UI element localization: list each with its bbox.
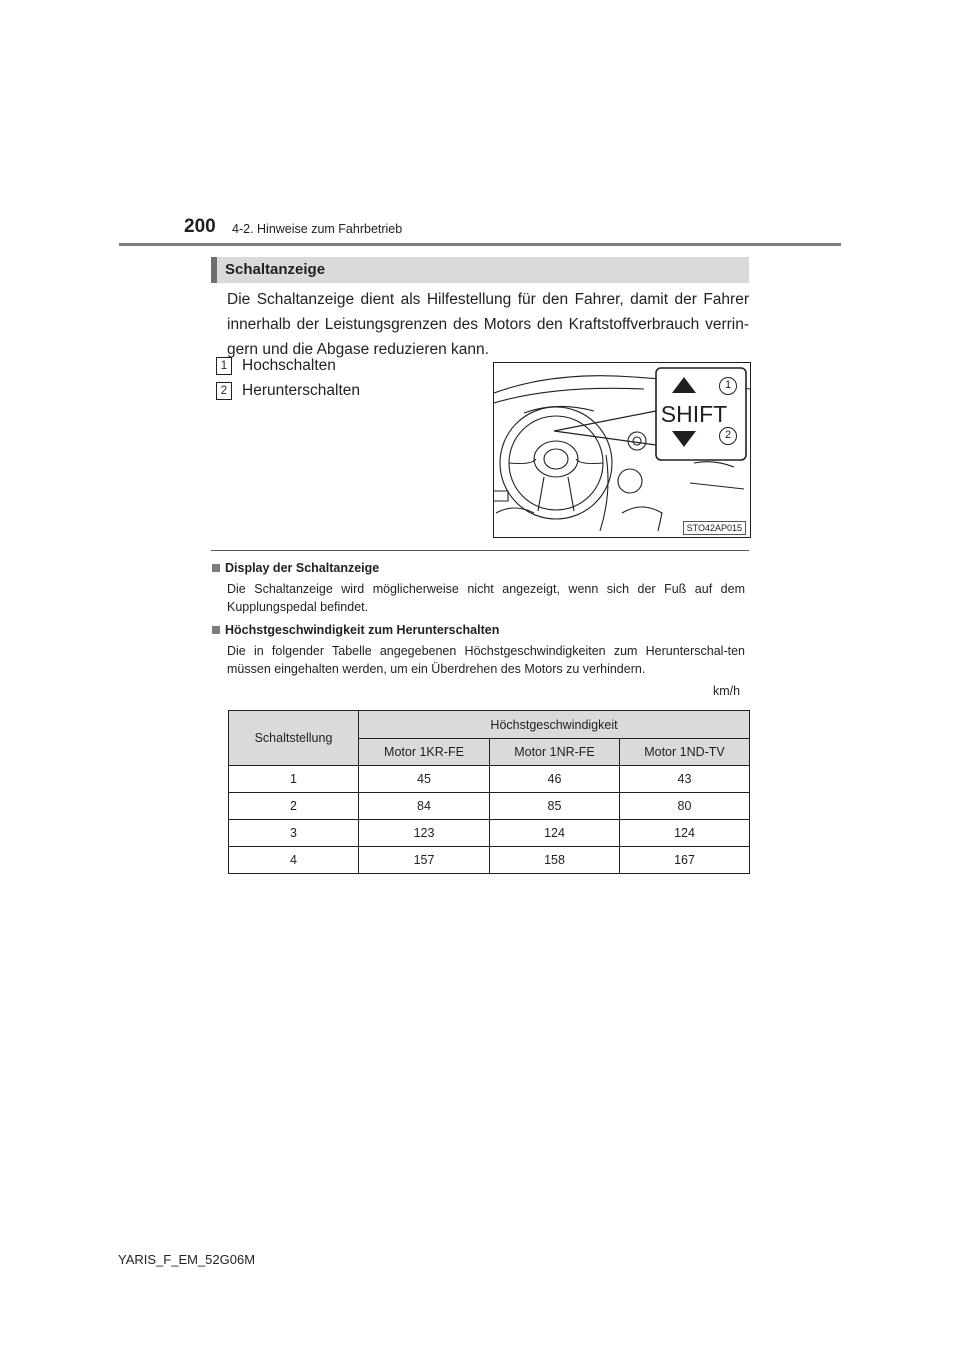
table-cell: 1: [229, 766, 359, 793]
dashboard-illustration: [493, 362, 751, 538]
header-divider: [119, 243, 841, 246]
table-cell: 45: [359, 766, 490, 793]
table-cell: 124: [490, 820, 620, 847]
callout-upshift: [216, 357, 336, 379]
downshift-speed-table: [228, 710, 750, 874]
table-cell: 123: [359, 820, 490, 847]
intro-paragraph: Die Schaltanzeige dient als Hilfestellung für den Fahrer, damit der Fahrer innerhalb der Leistungsgrenzen des Motors den Kraftstoffverbrauch verrin-gern und die Abgase reduzieren kann.: [227, 291, 749, 358]
chapter-heading: 4-2. Hinweise zum Fahrbetrieb: [232, 222, 403, 236]
table-cell: 158: [490, 847, 620, 874]
table-cell: 124: [620, 820, 750, 847]
table-cell: 85: [490, 793, 620, 820]
header-engine: Motor 1NR-FE: [490, 739, 620, 766]
note-title-display: [212, 561, 379, 575]
callout-number-2: 2: [216, 382, 232, 400]
table-cell: 167: [620, 847, 750, 874]
document-code: YARIS_F_EM_52G06M: [118, 1252, 256, 1267]
table-cell: 84: [359, 793, 490, 820]
note-body-max-speed: Die in folgender Tabelle angegebenen Höchstgeschwindigkeiten zum Herunterschal-ten müssen eingehalten werden, um ein Überdrehen des Motors zu verhindern.: [227, 644, 745, 676]
note-title-max-speed: [212, 623, 499, 637]
table-row: [229, 793, 750, 820]
table-cell: 43: [620, 766, 750, 793]
table-cell: 46: [490, 766, 620, 793]
steering-wheel-drawing: [494, 363, 750, 537]
illustration-id: STO42AP015: [683, 521, 746, 535]
table-cell: 80: [620, 793, 750, 820]
table-cell: 4: [229, 847, 359, 874]
header-engine: Motor 1ND-TV: [620, 739, 750, 766]
illustration-marker-1: 1: [724, 379, 732, 391]
section-header-accent: [211, 257, 217, 283]
callout-label-upshift: Hochschalten: [242, 357, 336, 375]
table-unit: km/h: [713, 684, 741, 698]
header-gear-position: Schaltstellung: [229, 711, 359, 766]
callout-number-1: 1: [216, 357, 232, 375]
table-cell: 3: [229, 820, 359, 847]
section-title: Schaltanzeige: [225, 261, 326, 278]
table-cell: 157: [359, 847, 490, 874]
illustration-marker-2: 2: [724, 429, 732, 441]
bullet-square-icon: [212, 626, 220, 634]
table-row: [229, 766, 750, 793]
notes-divider: [211, 550, 749, 551]
callout-downshift: [216, 382, 360, 404]
note-title-text: Höchstgeschwindigkeit zum Herunterschalten: [225, 623, 500, 637]
section-header-bar: [211, 257, 749, 283]
header-engine: Motor 1KR-FE: [359, 739, 490, 766]
page-number: 200: [184, 216, 216, 237]
callout-label-downshift: Herunterschalten: [242, 382, 361, 400]
header-max-speed: Höchstgeschwindigkeit: [359, 711, 750, 739]
note-body-display: Die Schaltanzeige wird möglicherweise nicht angezeigt, wenn sich der Fuß auf dem Kupplungspedal befindet.: [227, 582, 745, 614]
shift-indicator-label: SHIFT: [660, 401, 728, 427]
bullet-square-icon: [212, 564, 220, 572]
table-row: [229, 847, 750, 874]
table-cell: 2: [229, 793, 359, 820]
note-title-text: Display der Schaltanzeige: [225, 561, 380, 575]
table-row: [229, 820, 750, 847]
